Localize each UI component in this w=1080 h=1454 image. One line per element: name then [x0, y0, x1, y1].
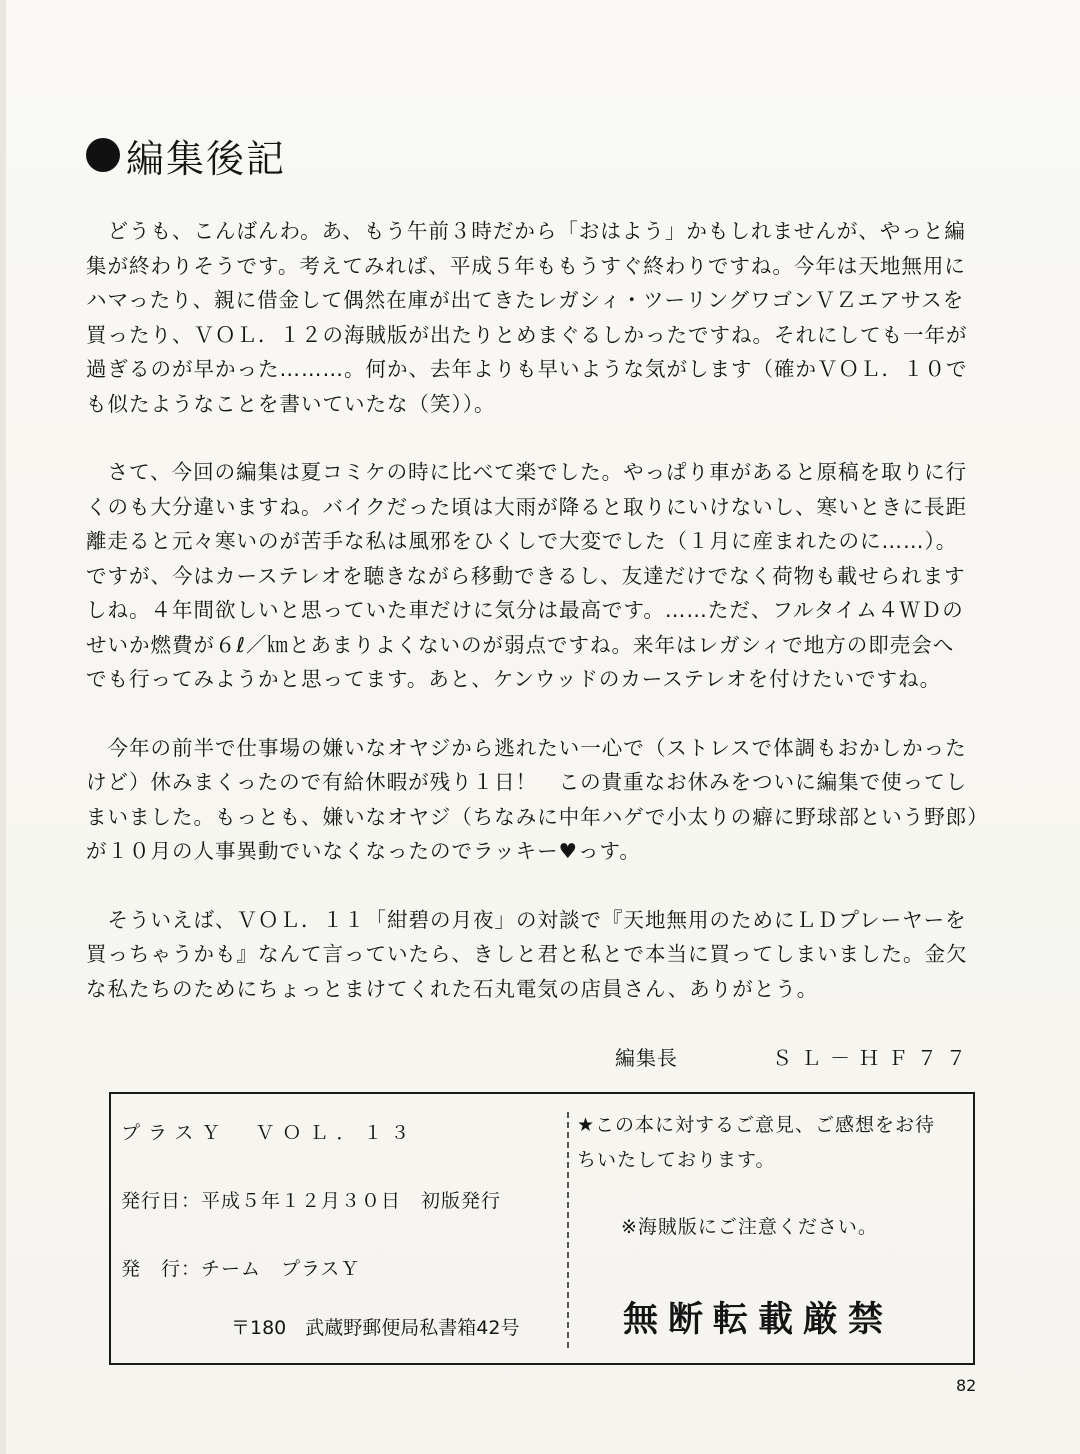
- editor-signature: [615, 1040, 995, 1070]
- paragraph: [86, 731, 989, 869]
- dashed-divider: [567, 1112, 569, 1348]
- section-heading: [86, 130, 286, 180]
- text-line: さて、今回の編集は夏コミケの時に比べて楽でした。やっぱり車があると原稿を取りに行: [86, 460, 968, 484]
- publisher-line: 発 行：チーム プラスＹ: [121, 1258, 361, 1280]
- no-reprint-notice: 無断転載厳禁: [623, 1300, 894, 1340]
- paragraph: [86, 214, 986, 421]
- text-line: まいました。もっとも、嫌いなオヤジ（ちなみに中年ハゲで小太りの癖に野球部という野郎）: [86, 804, 989, 829]
- scan-edge: [0, 0, 6, 1454]
- text-line: 過ぎるのが早かった………。何か、去年よりも早いような気がします（確かＶＯＬ．１０で: [86, 357, 968, 381]
- colophon-box: [109, 1092, 975, 1365]
- editor-name: ＳＬ－ＨＦ７７: [772, 1046, 975, 1070]
- page-number: 82: [956, 1376, 977, 1395]
- text-line: しね。４年間欲しいと思っていた車だけに気分は最高です。……ただ、フルタイム４ＷＤの: [86, 598, 964, 622]
- feedback-line: ★この本に対するご意見、ご感想をお待: [577, 1114, 936, 1136]
- feedback-request: [577, 1108, 967, 1178]
- filled-circle-icon: [86, 138, 120, 172]
- feedback-line: ちいたしております。: [577, 1149, 776, 1171]
- text-line: な私たちのためにちょっとまけてくれた石丸電気の店員さん、ありがとう。: [86, 976, 819, 1001]
- text-line: 離走ると元々寒いのが苦手な私は風邪をひくしで大変でした（１月に産まれたのに……）。: [86, 529, 958, 553]
- heading-title: 編集後記: [126, 136, 287, 181]
- text-line: せいか燃費が６ℓ／㎞とあまりよくないのが弱点ですね。来年はレガシィで地方の即売会へ: [86, 632, 955, 657]
- text-line: どうも、こんばんわ。あ、もう午前３時だから「おはよう」かもしれませんが、やっと編: [86, 219, 966, 243]
- text-line: 買っちゃうかも』なんて言っていたら、きしと君と私とで本当に買ってしまいました。金欠: [86, 942, 968, 966]
- text-line: 今年の前半で仕事場の嫌いなオヤジから逃れたい一心で（ストレスで体調もおかしかった: [86, 735, 967, 760]
- volume-label: プラスＹ ＶＯＬ．１３: [121, 1122, 418, 1144]
- text-line: けど）休みまくったので有給休暇が残り１日！ この貴重なお休みをついに編集で使ってし: [86, 770, 968, 794]
- afterword-body: [86, 214, 989, 1040]
- piracy-warning: ※海賊版にご注意ください。: [621, 1216, 878, 1238]
- text-line: が１０月の人事異動でいなくなったのでラッキー♥っす。: [86, 839, 641, 863]
- text-line: ハマったり、親に借金して偶然在庫が出てきたレガシィ・ツーリングワゴンＶＺエアサスを: [86, 288, 965, 312]
- issue-date: 発行日：平成５年１２月３０日 初版発行: [121, 1190, 502, 1212]
- paragraph: [86, 903, 986, 1007]
- text-line: 集が終わりそうです。考えてみれば、平成５年ももうすぐ終わりですね。今年は天地無用に: [86, 253, 966, 278]
- text-line: くのも大分違いますね。バイクだった頃は大雨が降ると取りにいけないし、寒いときに長距: [86, 494, 968, 519]
- mailing-address: 〒180 武蔵野郵便局私書箱42号: [231, 1317, 520, 1339]
- text-line: そういえば、ＶＯＬ．１１「紺碧の月夜」の対談で『天地無用のためにＬＤプレーヤーを: [86, 907, 967, 932]
- paragraph: [86, 455, 986, 697]
- text-line: でも行ってみようかと思ってます。あと、ケンウッドのカーステレオを付けたいですね。: [86, 667, 942, 691]
- text-line: ですが、今はカーステレオを聴きながら移動できるし、友達だけでなく荷物も載せられます: [86, 563, 966, 588]
- editor-title: 編集長: [615, 1046, 678, 1070]
- text-line: 買ったり、ＶＯＬ．１２の海賊版が出たりとめまぐるしかったですね。それにしても一年が: [86, 322, 968, 347]
- text-line: も似たようなことを書いていたな（笑））。: [86, 391, 496, 416]
